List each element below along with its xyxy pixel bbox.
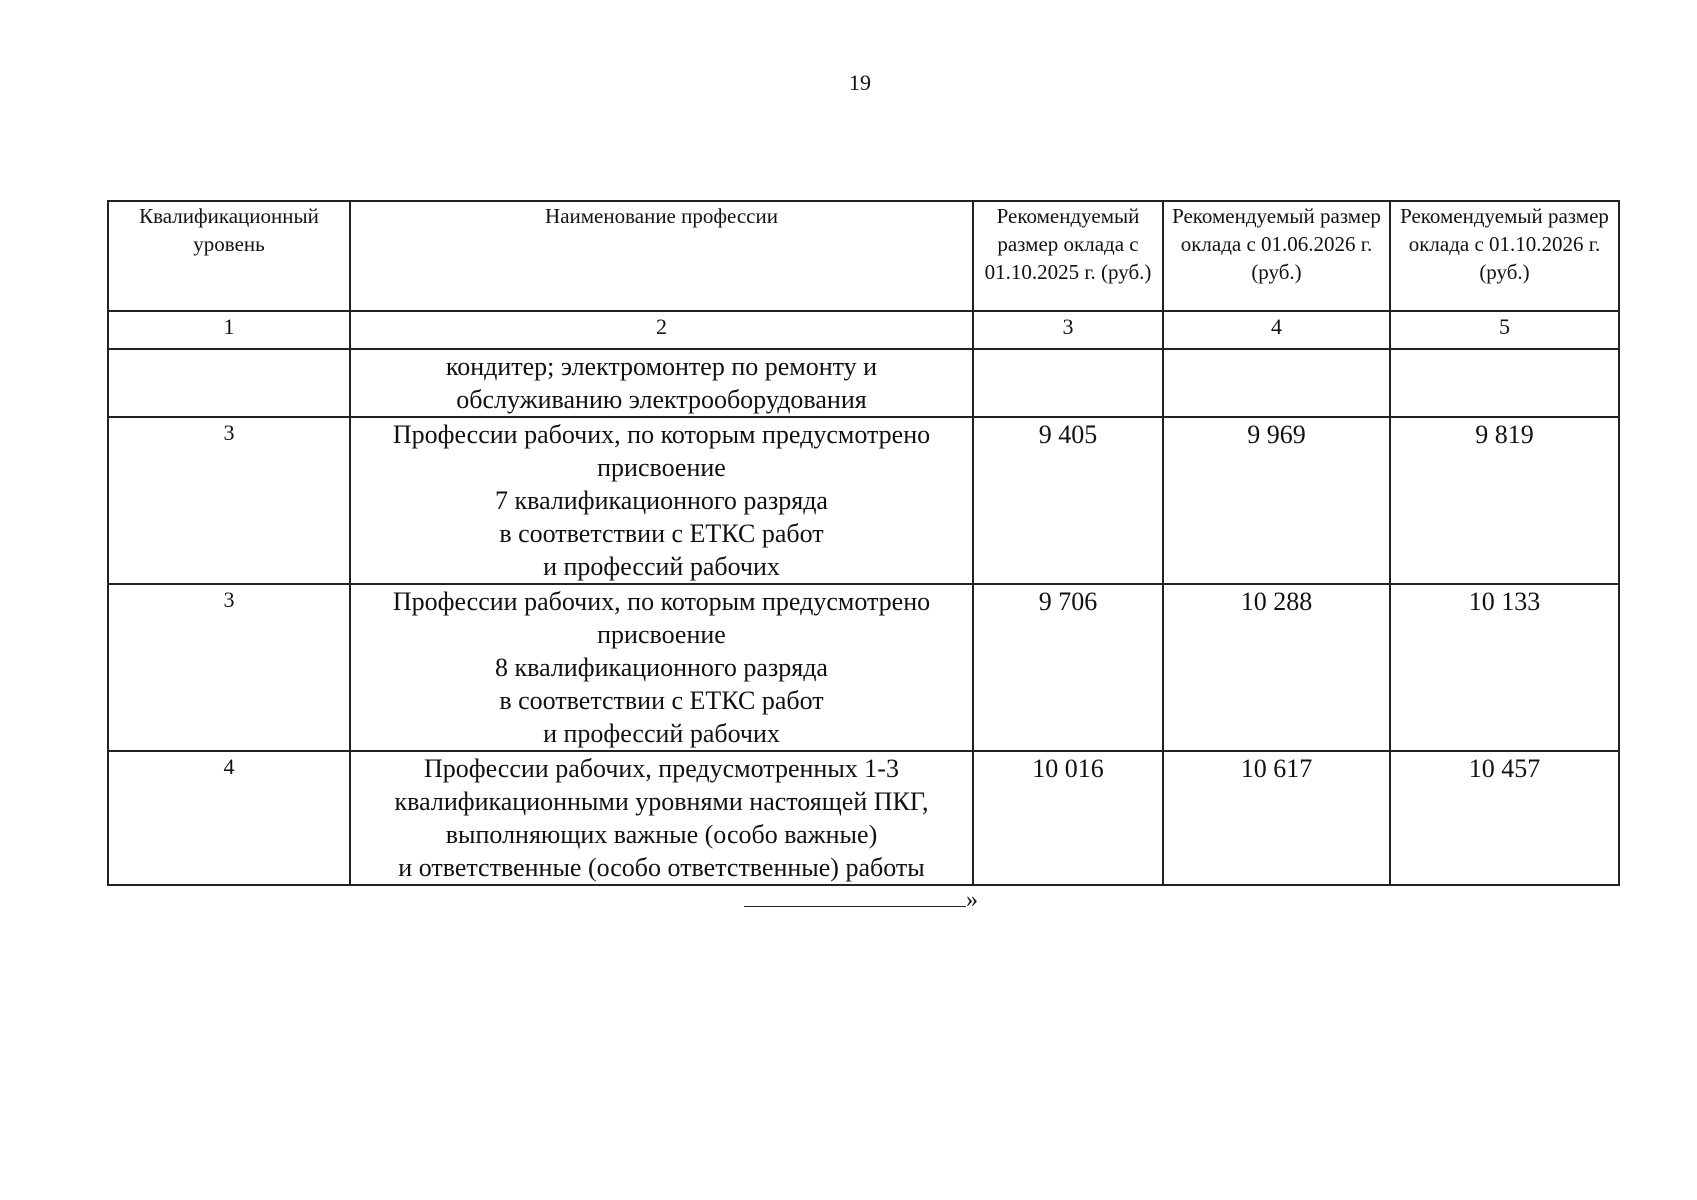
level-cell: 3 xyxy=(108,584,350,751)
profession-name-line: Профессии рабочих, по которым предусмотрено xyxy=(392,420,931,449)
salary-2026-06-cell: 10 288 xyxy=(1163,584,1390,751)
salary-2026-10-cell: 10 457 xyxy=(1390,751,1619,885)
profession-name-cell xyxy=(350,751,973,885)
signature-underline xyxy=(744,884,966,907)
column-number: 2 xyxy=(350,311,973,349)
salary-2026-10-cell: 10 133 xyxy=(1390,584,1619,751)
salary-2025-10-cell xyxy=(973,349,1163,417)
salary-2025-10-cell: 10 016 xyxy=(973,751,1163,885)
profession-name-line: квалификационными уровнями настоящей ПКГ, xyxy=(394,787,929,816)
column-number: 5 xyxy=(1390,311,1619,349)
profession-name-cell xyxy=(350,349,973,417)
header-level: Квалификационный уровень xyxy=(108,201,350,311)
header-row xyxy=(108,201,1619,311)
level-cell: 3 xyxy=(108,417,350,584)
table-row xyxy=(108,584,1619,751)
salary-2026-06-cell: 10 617 xyxy=(1163,751,1390,885)
salary-2026-10-cell: 9 819 xyxy=(1390,417,1619,584)
header-profession-name: Наименование профессии xyxy=(350,201,973,311)
column-number: 1 xyxy=(108,311,350,349)
profession-name-line: присвоение xyxy=(597,620,726,649)
level-cell: 4 xyxy=(108,751,350,885)
profession-name-line: присвоение xyxy=(597,453,726,482)
profession-name-line: 7 квалификационного разряда xyxy=(495,486,828,515)
profession-name-line: и ответственные (особо ответственные) работы xyxy=(398,853,925,882)
profession-name-line: и профессий рабочих xyxy=(543,719,780,748)
table-row xyxy=(108,751,1619,885)
profession-name-line: в соответствии с ЕТКС работ xyxy=(499,519,824,548)
salary-2026-06-cell xyxy=(1163,349,1390,417)
column-number-row xyxy=(108,311,1619,349)
salary-2025-10-cell: 9 706 xyxy=(973,584,1163,751)
profession-name-line: в соответствии с ЕТКС работ xyxy=(499,686,824,715)
profession-name-cell xyxy=(350,417,973,584)
table-row xyxy=(108,417,1619,584)
closing-quote-line xyxy=(744,884,978,914)
salary-2026-10-cell xyxy=(1390,349,1619,417)
header-salary-2026-10: Рекомендуемый размер оклада с 01.10.2026 г. (руб.) xyxy=(1390,201,1619,311)
profession-name-line: выполняющих важные (особо важные) xyxy=(445,820,878,849)
page-number: 19 xyxy=(849,70,871,95)
profession-name-line: и профессий рабочих xyxy=(543,552,780,581)
level-cell xyxy=(108,349,350,417)
closing-quote: » xyxy=(966,887,978,913)
salary-table xyxy=(107,200,1620,886)
profession-name-cell xyxy=(350,584,973,751)
profession-name-line: 8 квалификационного разряда xyxy=(495,653,828,682)
column-number: 3 xyxy=(973,311,1163,349)
header-salary-2025-10: Рекомендуемый размер оклада с 01.10.2025 г. (руб.) xyxy=(973,201,1163,311)
column-number: 4 xyxy=(1163,311,1390,349)
profession-name-line: Профессии рабочих, по которым предусмотрено xyxy=(392,587,931,616)
header-salary-2026-06: Рекомендуемый размер оклада с 01.06.2026 г. (руб.) xyxy=(1163,201,1390,311)
salary-2025-10-cell: 9 405 xyxy=(973,417,1163,584)
profession-name-line: кондитер; электромонтер по ремонту и xyxy=(445,352,878,381)
profession-name-line: Профессии рабочих, предусмотренных 1-3 xyxy=(424,754,899,783)
table-row xyxy=(108,349,1619,417)
salary-2026-06-cell: 9 969 xyxy=(1163,417,1390,584)
profession-name-line: обслуживанию электрооборудования xyxy=(456,385,867,414)
